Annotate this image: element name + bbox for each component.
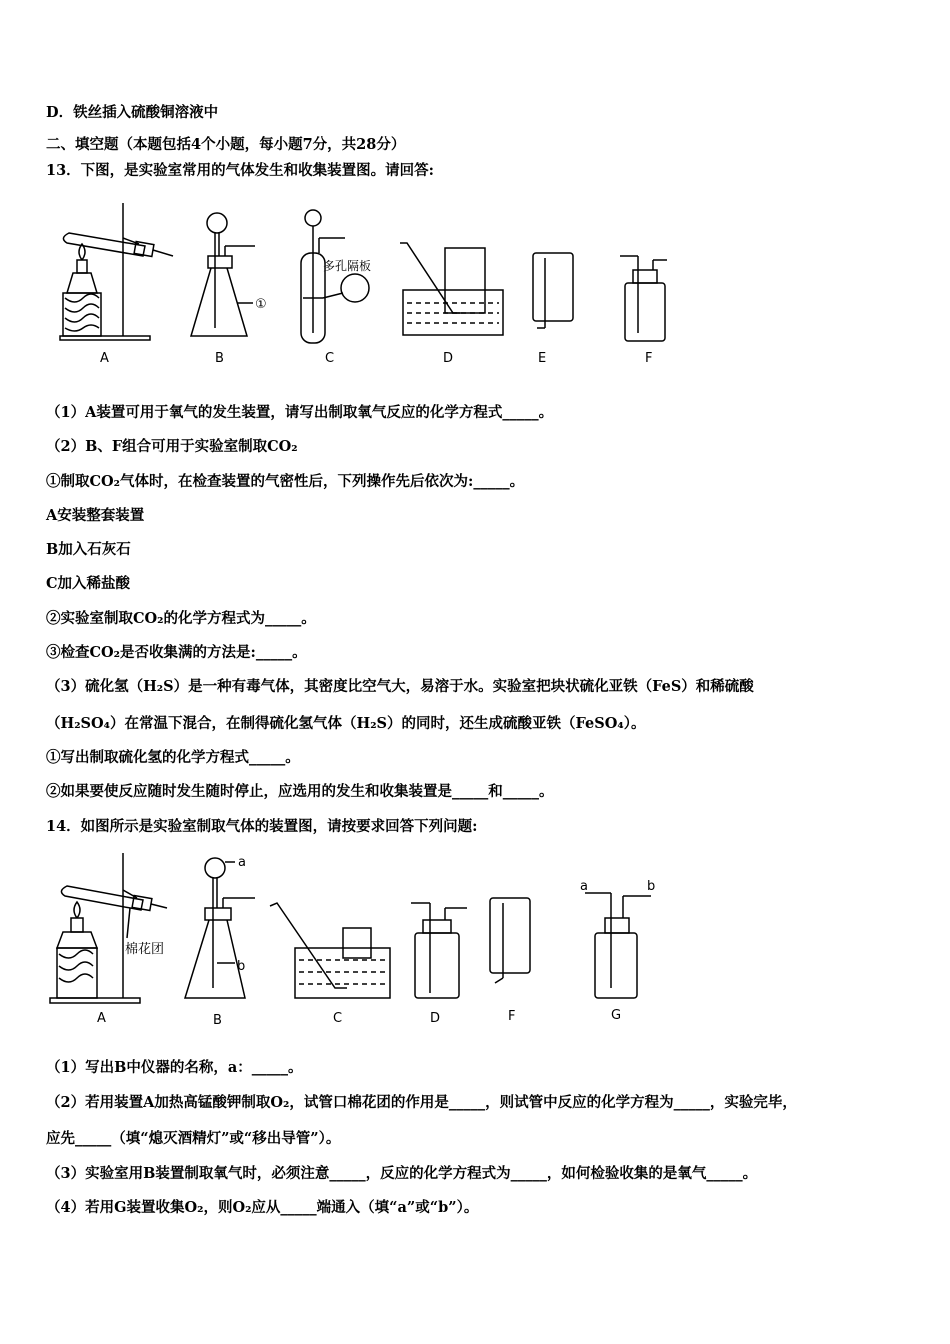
q14-part2-a: （2）若用装置A加热高锰酸钾制取O₂，试管口棉花团的作用是_____，则试管中反应的化学方程为_____，实验完毕，	[46, 1094, 797, 1111]
option-c: C加入稀盐酸	[46, 575, 131, 592]
label-f: F	[508, 1009, 516, 1024]
marker-a: a	[238, 855, 246, 870]
apparatus-f	[620, 256, 667, 341]
apparatus-figure-13	[55, 198, 685, 370]
apparatus-e	[533, 253, 573, 328]
label-a: A	[100, 351, 109, 366]
label-b: B	[215, 351, 224, 366]
label-c: C	[325, 351, 335, 366]
marker-b: b	[237, 959, 246, 974]
label-a: A	[97, 1011, 106, 1026]
q14-part4: （4）若用G装置收集O₂，则O₂应从_____端通入（填“a”或“b”）。	[46, 1199, 479, 1216]
q13-part1: （1）A装置可用于氧气的发生装置，请写出制取氧气反应的化学方程式_____。	[46, 404, 554, 421]
apparatus-g	[585, 893, 651, 998]
label-d: D	[443, 351, 454, 366]
q14-part3: （3）实验室用B装置制取氧气时，必须注意_____，反应的化学方程式为_____，如何检验收集的是氧气_____。	[46, 1165, 758, 1182]
q13-part2-step3: ③检查CO₂是否收集满的方法是:_____。	[46, 644, 307, 661]
apparatus-a	[60, 203, 173, 340]
apparatus-f	[490, 898, 530, 983]
label-d: D	[430, 1011, 441, 1026]
section-heading: 二、填空题（本题包括4个小题，每小题7分，共28分）	[46, 136, 406, 153]
q13-part3-step1: ①写出制取硫化氢的化学方程式_____。	[46, 749, 300, 766]
apparatus-c	[270, 903, 390, 998]
q14-part2-b: 应先_____（填“熄灭酒精灯”或“移出导管”）。	[46, 1130, 341, 1147]
apparatus-a	[50, 853, 167, 1003]
option-a: A安装整套装置	[46, 507, 145, 524]
q13-part2: （2）B、F组合可用于实验室制取CO₂	[46, 438, 298, 455]
label-g: G	[611, 1008, 622, 1023]
apparatus-b	[185, 858, 255, 998]
apparatus-d	[400, 243, 503, 335]
apparatus-d	[411, 903, 467, 998]
q13-part2-step1: ①制取CO₂气体时，在检查装置的气密性后，下列操作先后依次为:_____。	[46, 473, 525, 490]
marker-one: ①	[255, 297, 267, 312]
label-b: B	[213, 1013, 222, 1028]
option-d: D．铁丝插入硫酸铜溶液中	[46, 104, 219, 121]
label-f: F	[645, 351, 653, 366]
label-e: E	[538, 351, 547, 366]
q13-part2-step2: ②实验室制取CO₂的化学方程式为_____。	[46, 610, 316, 627]
g-marker-a: a	[580, 879, 588, 894]
cotton-label: 棉花团	[125, 942, 165, 957]
q13-part3-a: （3）硫化氢（H₂S）是一种有毒气体，其密度比空气大，易溶于水。实验室把块状硫化亚铁（FeS）和稀硫酸	[46, 678, 754, 695]
question-13: 13．下图，是实验室常用的气体发生和收集装置图。请回答:	[46, 162, 435, 179]
q14-part1: （1）写出B中仪器的名称，a：_____。	[46, 1059, 303, 1076]
q13-part3-step2: ②如果要使反应随时发生随时停止，应选用的发生和收集装置是_____和_____。	[46, 783, 554, 800]
porous-plate-label: 多孔隔板	[323, 259, 372, 273]
apparatus-c	[301, 210, 372, 343]
option-b: B加入石灰石	[46, 541, 131, 558]
q13-part3-b: （H₂SO₄）在常温下混合，在制得硫化氢气体（H₂S）的同时，还生成硫酸亚铁（FeSO₄）。	[46, 715, 646, 732]
apparatus-figure-14	[45, 848, 675, 1028]
g-marker-b: b	[647, 879, 656, 894]
label-c: C	[333, 1011, 343, 1026]
apparatus-b	[191, 213, 255, 336]
question-14: 14．如图所示是实验室制取气体的装置图，请按要求回答下列问题:	[46, 818, 478, 835]
